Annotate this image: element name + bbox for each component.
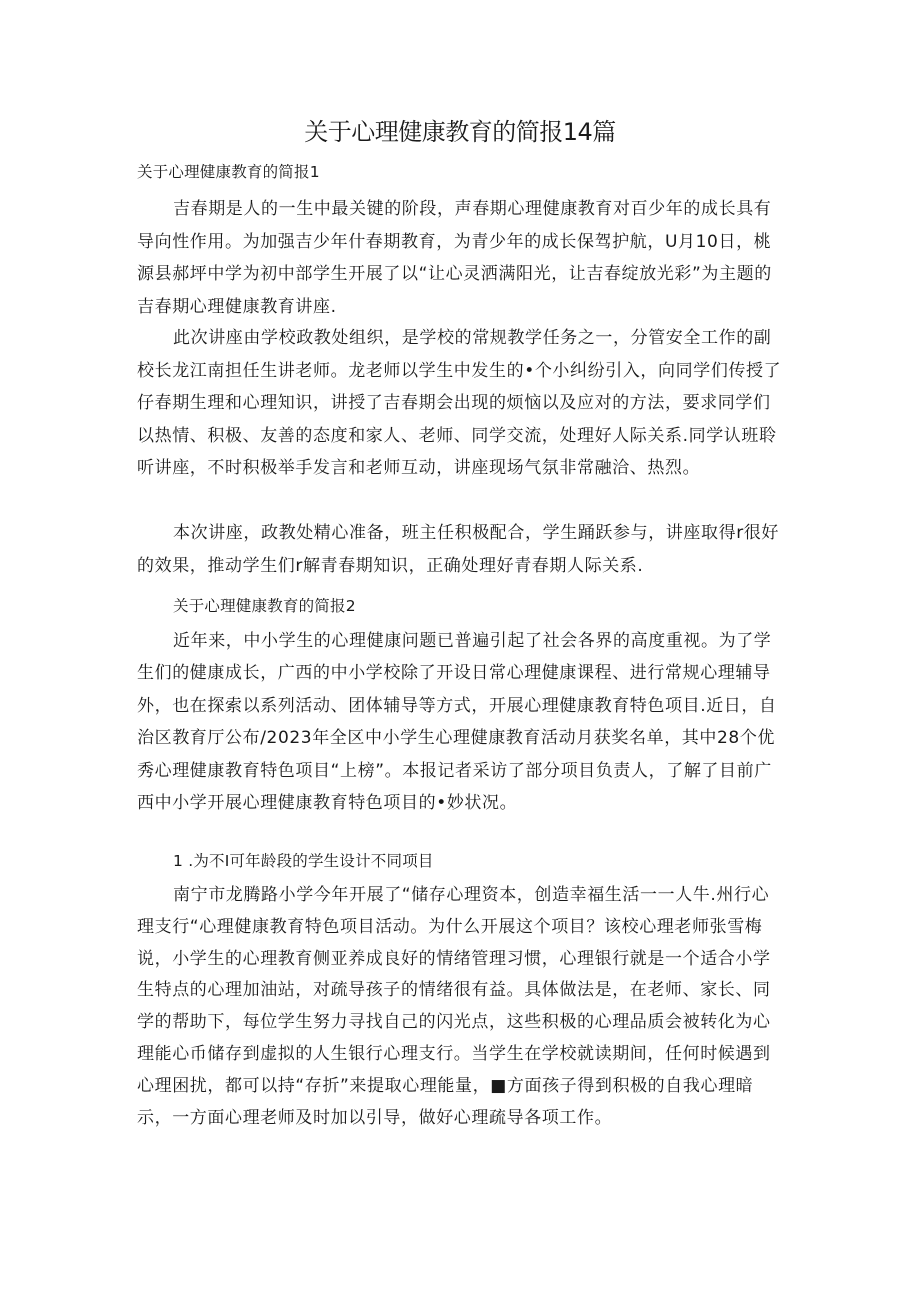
section-1-paragraph-2: 此次讲座由学校政教处组织，是学校的常规教学任务之一，分管安全工作的副校长龙江南担任生讲老师。龙老师以学生中发生的•个小纠纷引入，向同学们传授了仔春期生理和心理知识，讲授了吉春期会出现的烦恼以及应对的方法，要求同学们以热情、积极、友善的态度和家人、老师、同学交流，处理好人际关系.同学认班聆听讲座，不时积极举手发言和老师互动，讲座现场气氛非常融洽、热烈。 <box>137 328 782 478</box>
subsection-paragraph-1: 南宁市龙腾路小学今年开展了“储存心理资本，创造幸福生活一一人牛.州行心理支行“心理健康教育特色项目活动。为什么开展这个项目？该校心理老师张雪梅说，小学生的心理教育侧亚养成良好的情绪管理习惯，心理银行就是一个适合小学生特点的心理加油站，对疏导孩子的情绪很有益。具体做法是，在老师、家长、同学的帮助下，每位学生努力寻找自己的闪光点，这些积极的心理品质会被转化为心理能心币储存到虚拟的人生银行心理支行。当学生在学校就读期间，任何时候遇到心理困扰，都可以持“存折”来提取心理能量，■方面孩子得到积极的自我心理暗示，一方面心理老师及时加以引导，做好心理疏导各项工作。 <box>137 885 771 1128</box>
section-heading-1: 关于心理健康教育的简报1 <box>137 163 320 181</box>
subsection-heading: 1 .为不I可年龄段的学生设计不同项目 <box>173 852 434 870</box>
section-1-paragraph-3: 本次讲座，政教处精心准备，班主任积极配合，学生踊跃参与，讲座取得r很好的效果，推动学生们r解青春期知识，正确处理好青春期人际关系. <box>137 523 779 576</box>
section-1-paragraph-1: 吉春期是人的一生中最关键的阶段，声春期心理健康教育对百少年的成长具有导向性作用。为加强吉少年什春期教育，为青少年的成长保驾护航，U月10日，桃源县郝坪中学为初中部学生开展了以“让心灵洒满阳光，让吉春绽放光彩”为主题的吉春期心理健康教育讲座. <box>137 199 772 317</box>
section-heading-2: 关于心理健康教育的简报2 <box>173 597 356 615</box>
section-2-paragraph-1: 近年来，中小学生的心理健康问题已普遍引起了社会各界的高度重视。为了学生们的健康成长，广西的中小学校除了开设日常心理健康课程、进行常规心理辅导外，也在探索以系列活动、团体辅导等方式，开展心理健康教育特色项目.近日，自治区教育厅公布/2023年全区中小学生心理健康教育活动月获奖名单，其中28个优秀心理健康教育特色项目“上榜”。本报记者采访了部分项目负责人，了解了目前广西中小学开展心理健康教育特色项目的•妙状况。 <box>137 631 777 814</box>
document-title: 关于心理健康教育的简报14篇 <box>304 118 616 146</box>
